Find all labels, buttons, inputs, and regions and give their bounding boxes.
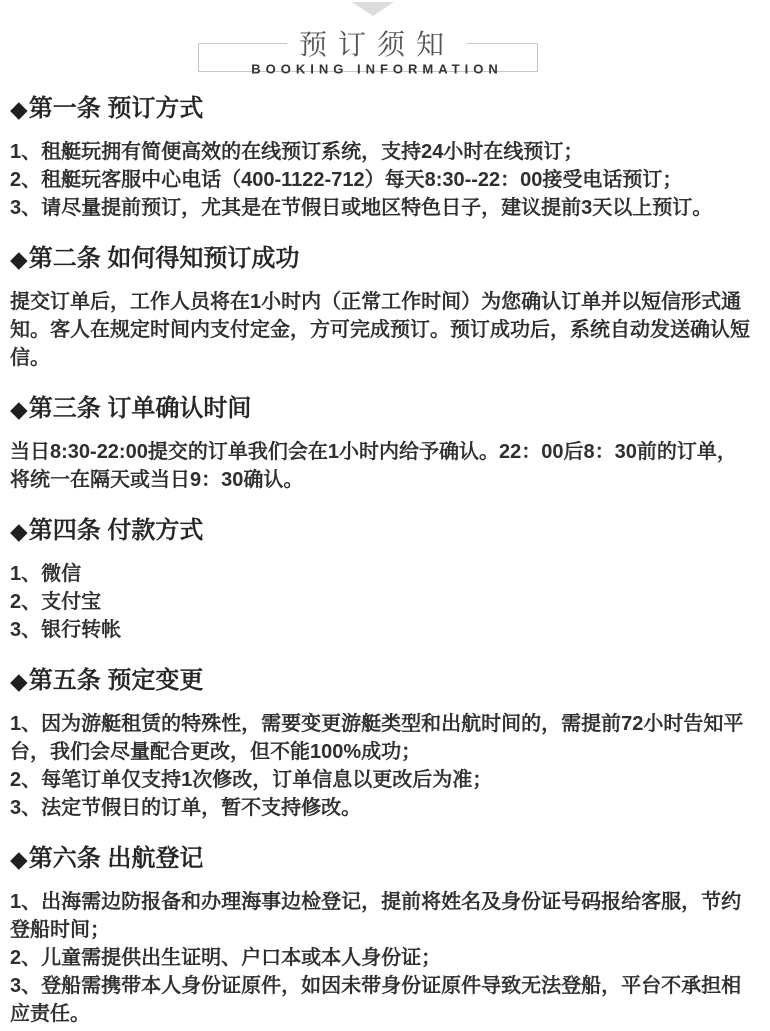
list-item: 2、支付宝 — [10, 591, 102, 613]
section-title — [10, 94, 756, 124]
section-body — [10, 138, 756, 222]
diamond-icon: ◆ — [10, 668, 28, 694]
section-departure-registration — [10, 844, 756, 1028]
section-order-confirmation-time — [10, 394, 756, 494]
section-title-text: 第三条 订单确认时间 — [28, 395, 252, 422]
list-item: 1、因为游艇租赁的特殊性，需要变更游艇类型和出航时间的，需提前72小时告知平台，我们会尽量配合更改，但不能100%成功； — [10, 713, 744, 763]
section-booking-changes — [10, 666, 756, 822]
section-title — [10, 844, 756, 874]
list-item: 1、出海需边防报备和办理海事边检登记，提前将姓名及身份证号码报给客服，节约登船时间； — [10, 891, 742, 941]
section-body — [10, 288, 756, 372]
section-payment-methods — [10, 516, 756, 644]
paragraph: 当日8:30-22:00提交的订单我们会在1小时内给予确认。22：00后8：30前的订单，将统一在隔天或当日9：30确认。 — [10, 441, 737, 491]
list-item: 1、微信 — [10, 563, 82, 585]
page-subtitle: BOOKING INFORMATION — [251, 61, 503, 77]
section-title — [10, 394, 756, 424]
section-title — [10, 666, 756, 696]
section-title — [10, 516, 756, 546]
diamond-icon: ◆ — [10, 518, 28, 544]
section-title-text: 第一条 预订方式 — [28, 95, 204, 122]
list-item: 1、租艇玩拥有简便高效的在线预订系统，支持24小时在线预订； — [10, 141, 584, 163]
section-title-text: 第五条 预定变更 — [28, 667, 204, 694]
diamond-icon: ◆ — [10, 96, 28, 122]
header-frame — [198, 28, 538, 77]
content — [0, 94, 770, 1028]
list-item: 2、儿童需提供出生证明、户口本或本人身份证； — [10, 947, 442, 969]
section-booking-method — [10, 94, 756, 222]
section-body — [10, 560, 756, 644]
section-body — [10, 710, 756, 822]
section-title-text: 第二条 如何得知预订成功 — [28, 245, 300, 272]
section-body — [10, 888, 756, 1028]
section-body — [10, 438, 756, 494]
diamond-icon: ◆ — [10, 846, 28, 872]
list-item: 3、登船需携带本人身份证原件，如因未带身份证原件导致无法登船，平台不承担相应责任。 — [10, 975, 742, 1025]
diamond-icon: ◆ — [10, 246, 28, 272]
list-item: 2、租艇玩客服中心电话（400-1122-712）每天8:30--22：00接受电话预订； — [10, 169, 683, 191]
down-triangle-icon — [352, 2, 394, 16]
list-item: 3、请尽量提前预订，尤其是在节假日或地区特色日子，建议提前3天以上预订。 — [10, 197, 713, 219]
list-item: 3、银行转帐 — [10, 619, 122, 641]
page-title: 预订须知 — [287, 23, 467, 63]
list-item: 3、法定节假日的订单，暂不支持修改。 — [10, 797, 362, 819]
section-title-text: 第四条 付款方式 — [28, 517, 204, 544]
paragraph: 提交订单后，工作人员将在1小时内（正常工作时间）为您确认订单并以短信形式通知。客人在规定时间内支付定金，方可完成预订。预订成功后，系统自动发送确认短信。 — [10, 291, 750, 369]
section-title — [10, 244, 756, 274]
diamond-icon: ◆ — [10, 396, 28, 422]
list-item: 2、每笔订单仅支持1次修改，订单信息以更改后为准； — [10, 769, 493, 791]
section-title-text: 第六条 出航登记 — [28, 845, 204, 872]
section-booking-success-notice — [10, 244, 756, 372]
